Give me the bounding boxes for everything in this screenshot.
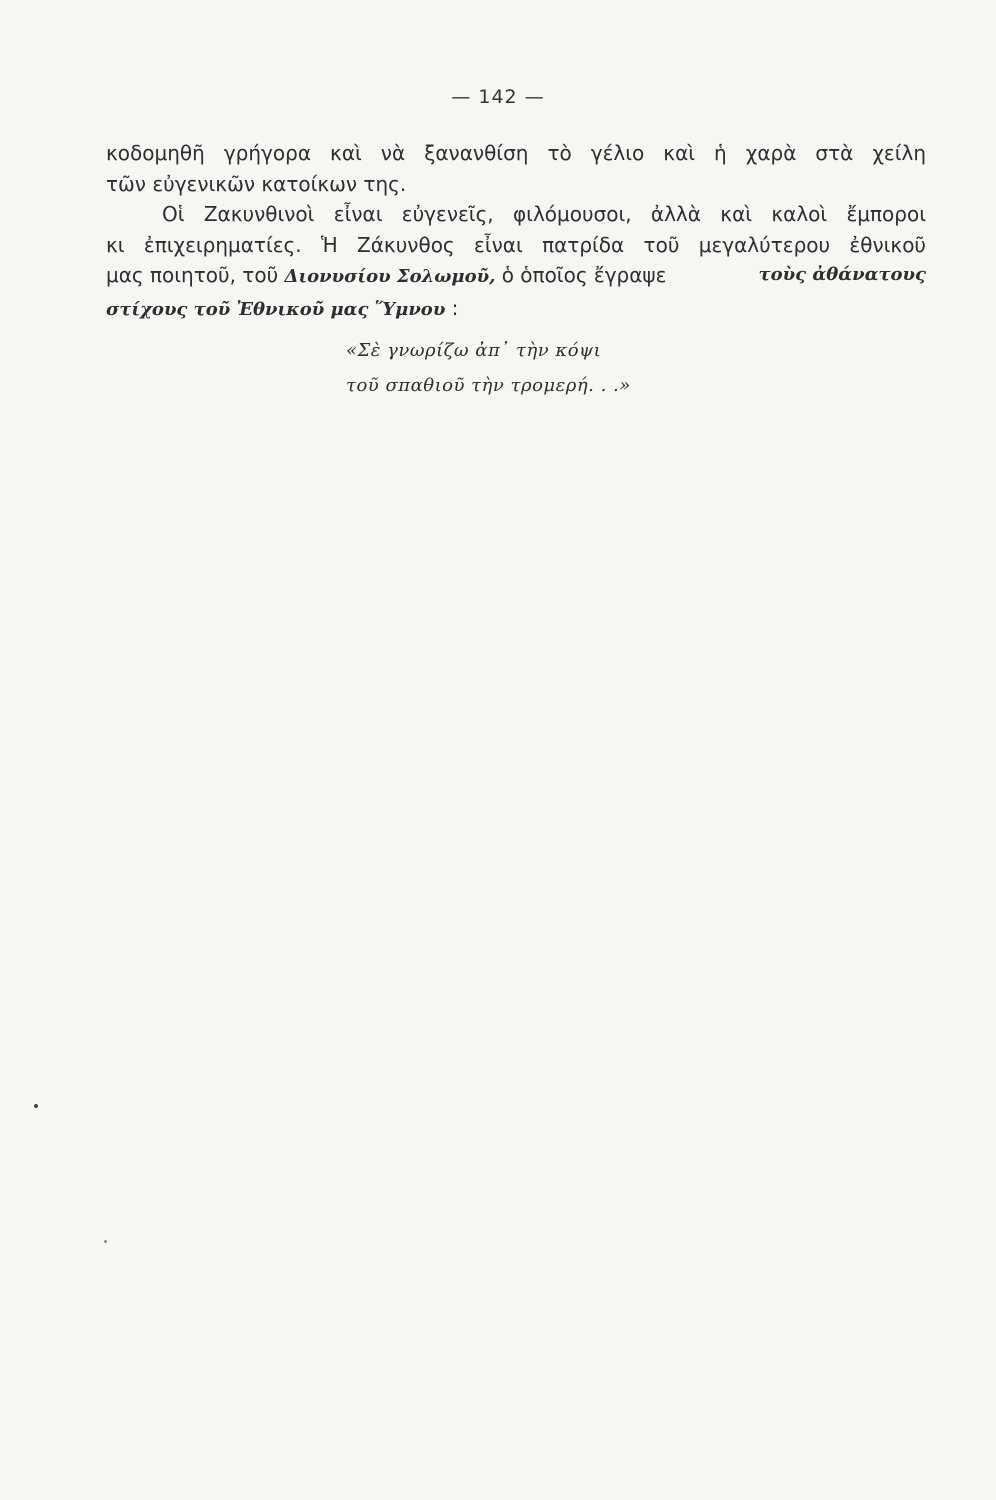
paragraph-line: κοδομηθῆ γρήγορα καὶ νὰ ξανανθίση τὸ γέλιο καὶ ἡ χαρὰ στὰ χείλη bbox=[106, 141, 926, 165]
paragraph-line: κι ἐπιχειρηματίες. Ἡ Ζάκυνθος εἶναι πατρίδα τοῦ μεγαλύτερου ἐθνικοῦ bbox=[106, 232, 926, 257]
paragraph-text: μας ποιητοῦ, τοῦ bbox=[106, 263, 285, 287]
page-number: — 142 — bbox=[451, 86, 545, 108]
paragraph-text: : bbox=[445, 295, 459, 320]
poet-name: Διονυσίου Σολωμοῦ, bbox=[284, 266, 496, 287]
paragraph-line: τῶν εὐγενικῶν κατοίκων της. bbox=[106, 171, 407, 196]
body-paragraph bbox=[106, 138, 926, 325]
quote-line: «Σὲ γνωρίζω ἀπ᾿ τὴν κόψι bbox=[346, 340, 602, 361]
paragraph-text: ὁ ὁποῖος ἔγραψε bbox=[495, 263, 667, 287]
poem-quote bbox=[346, 333, 631, 403]
paragraph-line: Οἱ Ζακυνθινοὶ εἶναι εὐγενεῖς, φιλόμουσοι, ἀλλὰ καὶ καλοὶ ἔμποροι bbox=[162, 202, 926, 226]
scan-speck bbox=[104, 1240, 107, 1243]
quote-line: τοῦ σπαθιοῦ τὴν τρομερή. . .» bbox=[346, 375, 631, 396]
emphasized-text: στίχους τοῦ Ἐθνικοῦ μας Ὕμνου bbox=[106, 298, 446, 320]
scan-speck bbox=[34, 1104, 38, 1108]
emphasized-text: τοὺς ἀθάνατους bbox=[758, 264, 926, 285]
paragraph-line bbox=[106, 260, 926, 293]
paragraph-line bbox=[106, 293, 926, 326]
